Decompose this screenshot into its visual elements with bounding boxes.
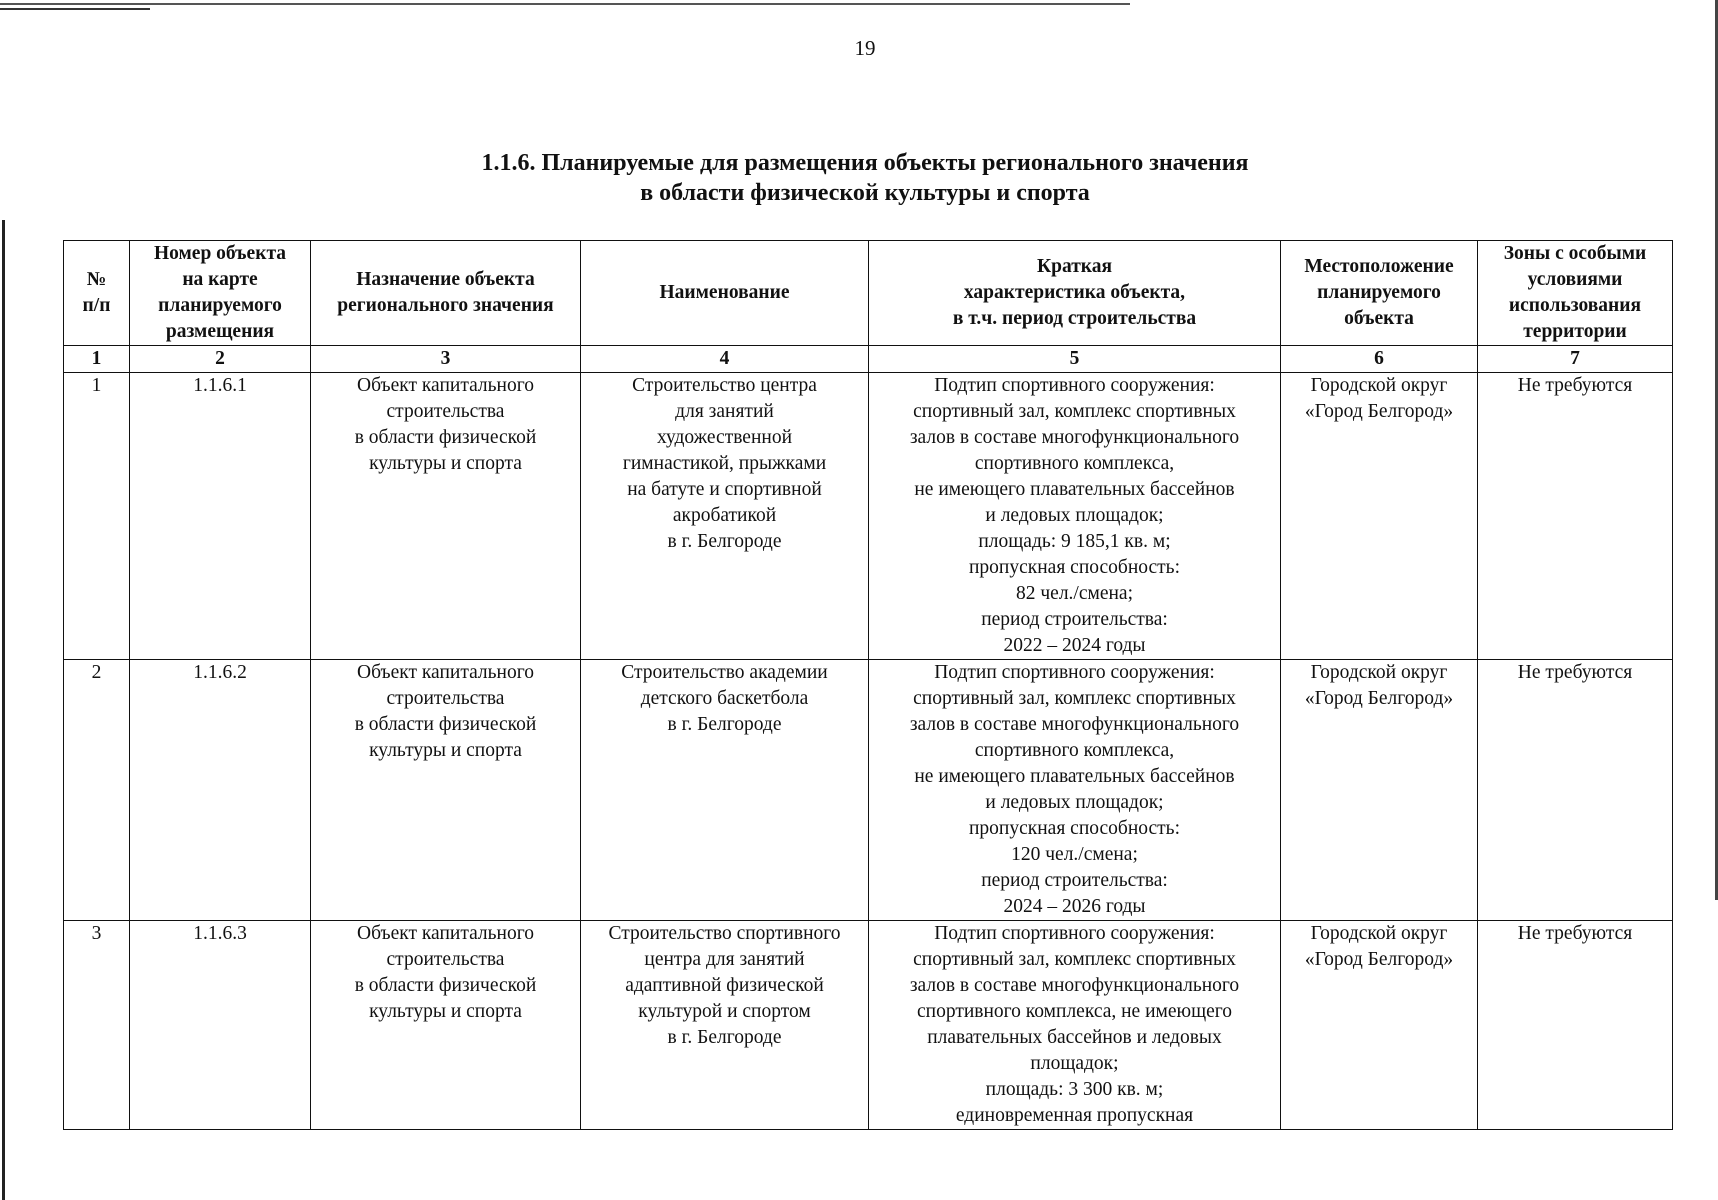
cell-zones: Не требуются: [1478, 373, 1673, 660]
column-number-cell: 1: [64, 346, 130, 373]
cell-description: Подтип спортивного сооружения: спортивный зал, комплекс спортивных залов в составе многофункционального спортивного комплекса, не имеющего плавательных бассейнов и ледовых площадок; площадь: 9 185,1 кв. м; пропускная способность: 82 чел./смена; период строительства: 2022 – 2024 годы: [869, 373, 1281, 660]
cell-row-number: 3: [64, 921, 130, 1130]
cell-purpose: Объект капитального строительства в области физической культуры и спорта: [311, 373, 581, 660]
cell-row-number: 2: [64, 660, 130, 921]
cell-description: Подтип спортивного сооружения: спортивный зал, комплекс спортивных залов в составе многофункционального спортивного комплекса, не имеющего плавательных бассейнов и ледовых площадок; пропускная способность: 120 чел./смена; период строительства: 2024 – 2026 годы: [869, 660, 1281, 921]
section-title-line-1: 1.1.6. Планируемые для размещения объекты регионального значения: [481, 150, 1249, 176]
page-number: 19: [854, 36, 876, 60]
column-number-cell: 7: [1478, 346, 1673, 373]
header-cell-name: Наименование: [581, 241, 869, 346]
scan-artifact-top: [0, 3, 1130, 5]
table-row: [64, 373, 1673, 660]
scan-artifact-top-short: [0, 8, 150, 10]
header-cell-zones: Зоны с особыми условиями использования территории: [1478, 241, 1673, 346]
cell-location: Городской округ «Город Белгород»: [1281, 921, 1478, 1130]
header-cell-purpose: Назначение объекта регионального значения: [311, 241, 581, 346]
cell-map-number: 1.1.6.3: [130, 921, 311, 1130]
column-number-row: [64, 346, 1673, 373]
cell-description: Подтип спортивного сооружения: спортивный зал, комплекс спортивных залов в составе многофункционального спортивного комплекса, не имеющего плавательных бассейнов и ледовых площадок; площадь: 3 300 кв. м; единовременная пропускная: [869, 921, 1281, 1130]
column-number-cell: 6: [1281, 346, 1478, 373]
header-cell-location: Местоположение планируемого объекта: [1281, 241, 1478, 346]
cell-map-number: 1.1.6.1: [130, 373, 311, 660]
cell-zones: Не требуются: [1478, 921, 1673, 1130]
column-number-cell: 3: [311, 346, 581, 373]
cell-name: Строительство центра для занятий художественной гимнастикой, прыжками на батуте и спортивной акробатикой в г. Белгороде: [581, 373, 869, 660]
table-row: [64, 660, 1673, 921]
column-number-cell: 2: [130, 346, 311, 373]
cell-zones: Не требуются: [1478, 660, 1673, 921]
header-cell-map-number: Номер объекта на карте планируемого размещения: [130, 241, 311, 346]
cell-name: Строительство академии детского баскетбола в г. Белгороде: [581, 660, 869, 921]
column-number-cell: 5: [869, 346, 1281, 373]
cell-map-number: 1.1.6.2: [130, 660, 311, 921]
cell-location: Городской округ «Город Белгород»: [1281, 373, 1478, 660]
scan-artifact-left-edge: [2, 220, 5, 1200]
cell-row-number: 1: [64, 373, 130, 660]
section-title: [0, 148, 1718, 208]
header-cell-description: Краткая характеристика объекта, в т.ч. период строительства: [869, 241, 1281, 346]
objects-table: [63, 240, 1673, 1130]
column-number-cell: 4: [581, 346, 869, 373]
cell-name: Строительство спортивного центра для занятий адаптивной физической культурой и спортом в г. Белгороде: [581, 921, 869, 1130]
header-cell-number: № п/п: [64, 241, 130, 346]
table-row: [64, 921, 1673, 1130]
cell-purpose: Объект капитального строительства в области физической культуры и спорта: [311, 660, 581, 921]
section-title-line-2: в области физической культуры и спорта: [640, 180, 1090, 206]
header-row: [64, 241, 1673, 346]
cell-location: Городской округ «Город Белгород»: [1281, 660, 1478, 921]
cell-purpose: Объект капитального строительства в области физической культуры и спорта: [311, 921, 581, 1130]
